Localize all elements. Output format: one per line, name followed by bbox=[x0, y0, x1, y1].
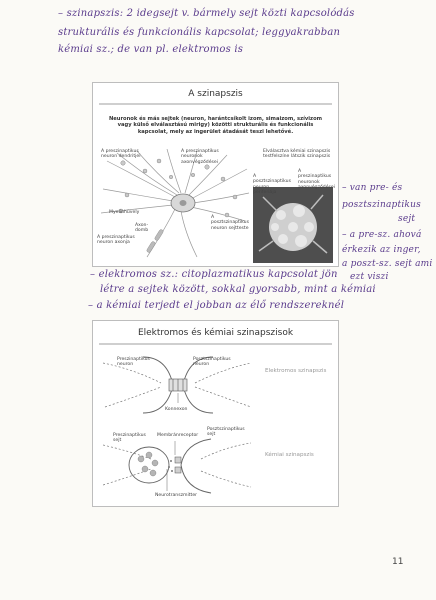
szinapszis-slide bbox=[92, 82, 339, 267]
label-membrane-receptor: Membránreceptor bbox=[157, 433, 199, 438]
label-presyn-dendrites: A preszinaptikus neuron dendritjei bbox=[101, 149, 141, 160]
handwritten-note-line: kémiai sz.; de van pl. elektromos is bbox=[58, 44, 244, 55]
label-myelin: Myelinhüvely bbox=[109, 210, 140, 215]
label-chemical-postsyn: Posztszinaptikus sejt bbox=[207, 427, 245, 438]
label-postsyn-periphery: A posztszinaptikus neuron periferiája bbox=[253, 174, 291, 196]
label-presyn-axon: A preszinaptikus neuron axonja bbox=[97, 235, 135, 246]
label-electric-presyn: Preszinaptikus neuron bbox=[117, 357, 150, 368]
handwritten-side-note: – van pre- és bbox=[342, 183, 403, 193]
handwritten-side-note: érkezik az inger, bbox=[342, 245, 421, 255]
label-chemical-presyn: Preszinaptikus sejt bbox=[113, 433, 146, 444]
handwritten-side-note: a poszt-sz. sejt ami bbox=[342, 259, 433, 269]
slide-title: A szinapszis bbox=[188, 89, 243, 99]
electron-micrograph bbox=[253, 187, 333, 263]
handwritten-note-line: létre a sejtek között, sokkal gyorsabb, mint a kémiai bbox=[100, 284, 376, 295]
handwritten-note-line: – a kémiai terjedt el jobban az élő rendszereknél bbox=[88, 300, 345, 311]
handwritten-note-line: – elektromos sz.: citoplazmatikus kapcsolat jön bbox=[90, 269, 338, 280]
handwritten-side-note: sejt bbox=[398, 214, 416, 224]
page-number: 11 bbox=[392, 557, 404, 567]
slide-description: Neuronok és más sejtek (neuron, harántcsíkolt izom, simaizom, szívizom vagy külső elválasztású mirigy) közötti strukturális és funkcionális kapcsolat, mely az ingerület átadását teszi lehetővé. bbox=[108, 116, 323, 135]
title-underline bbox=[99, 102, 332, 108]
label-presyn-axon-endings: A preszinaptikus neuronok axonvégződései bbox=[181, 149, 219, 165]
handwritten-side-note: ezt viszi bbox=[350, 272, 389, 282]
handwritten-side-note: posztszinaptikus bbox=[342, 200, 421, 210]
label-electric-synapse: Elektromos szinapszis bbox=[265, 368, 327, 374]
label-chemical-synapse: Kémiai szinapszis bbox=[265, 452, 314, 458]
label-presyn-endings-right: A preszinaptikus neuronok axonvégződései bbox=[298, 169, 336, 191]
label-electric-postsyn: Posztszinaptikus neuron bbox=[193, 357, 231, 368]
label-cleft-note: Elválasztva kémiai szinapszis testfelszíne látszik szinapszis bbox=[263, 149, 331, 160]
synapse-types-slide bbox=[92, 320, 339, 507]
label-postsyn-body: A posztszinaptikus neuron sejtteste bbox=[211, 215, 249, 231]
label-connexon: Konnexon bbox=[165, 407, 188, 412]
handwritten-side-note: – a pre-sz. ahová bbox=[342, 230, 422, 240]
label-neurotransmitter: Neurotranszmitter bbox=[155, 493, 198, 498]
handwritten-note-line: strukturális és funkcionális kapcsolat; leggyakrabban bbox=[58, 27, 341, 38]
slide-title: Elektromos és kémiai szinapszisok bbox=[137, 328, 294, 338]
handwritten-note-line: – szinapszis: 2 idegsejt v. bármely sejt közti kapcsolódás bbox=[58, 8, 355, 19]
title-underline bbox=[99, 342, 332, 348]
label-axon-hill: Axon-domb bbox=[135, 223, 149, 234]
